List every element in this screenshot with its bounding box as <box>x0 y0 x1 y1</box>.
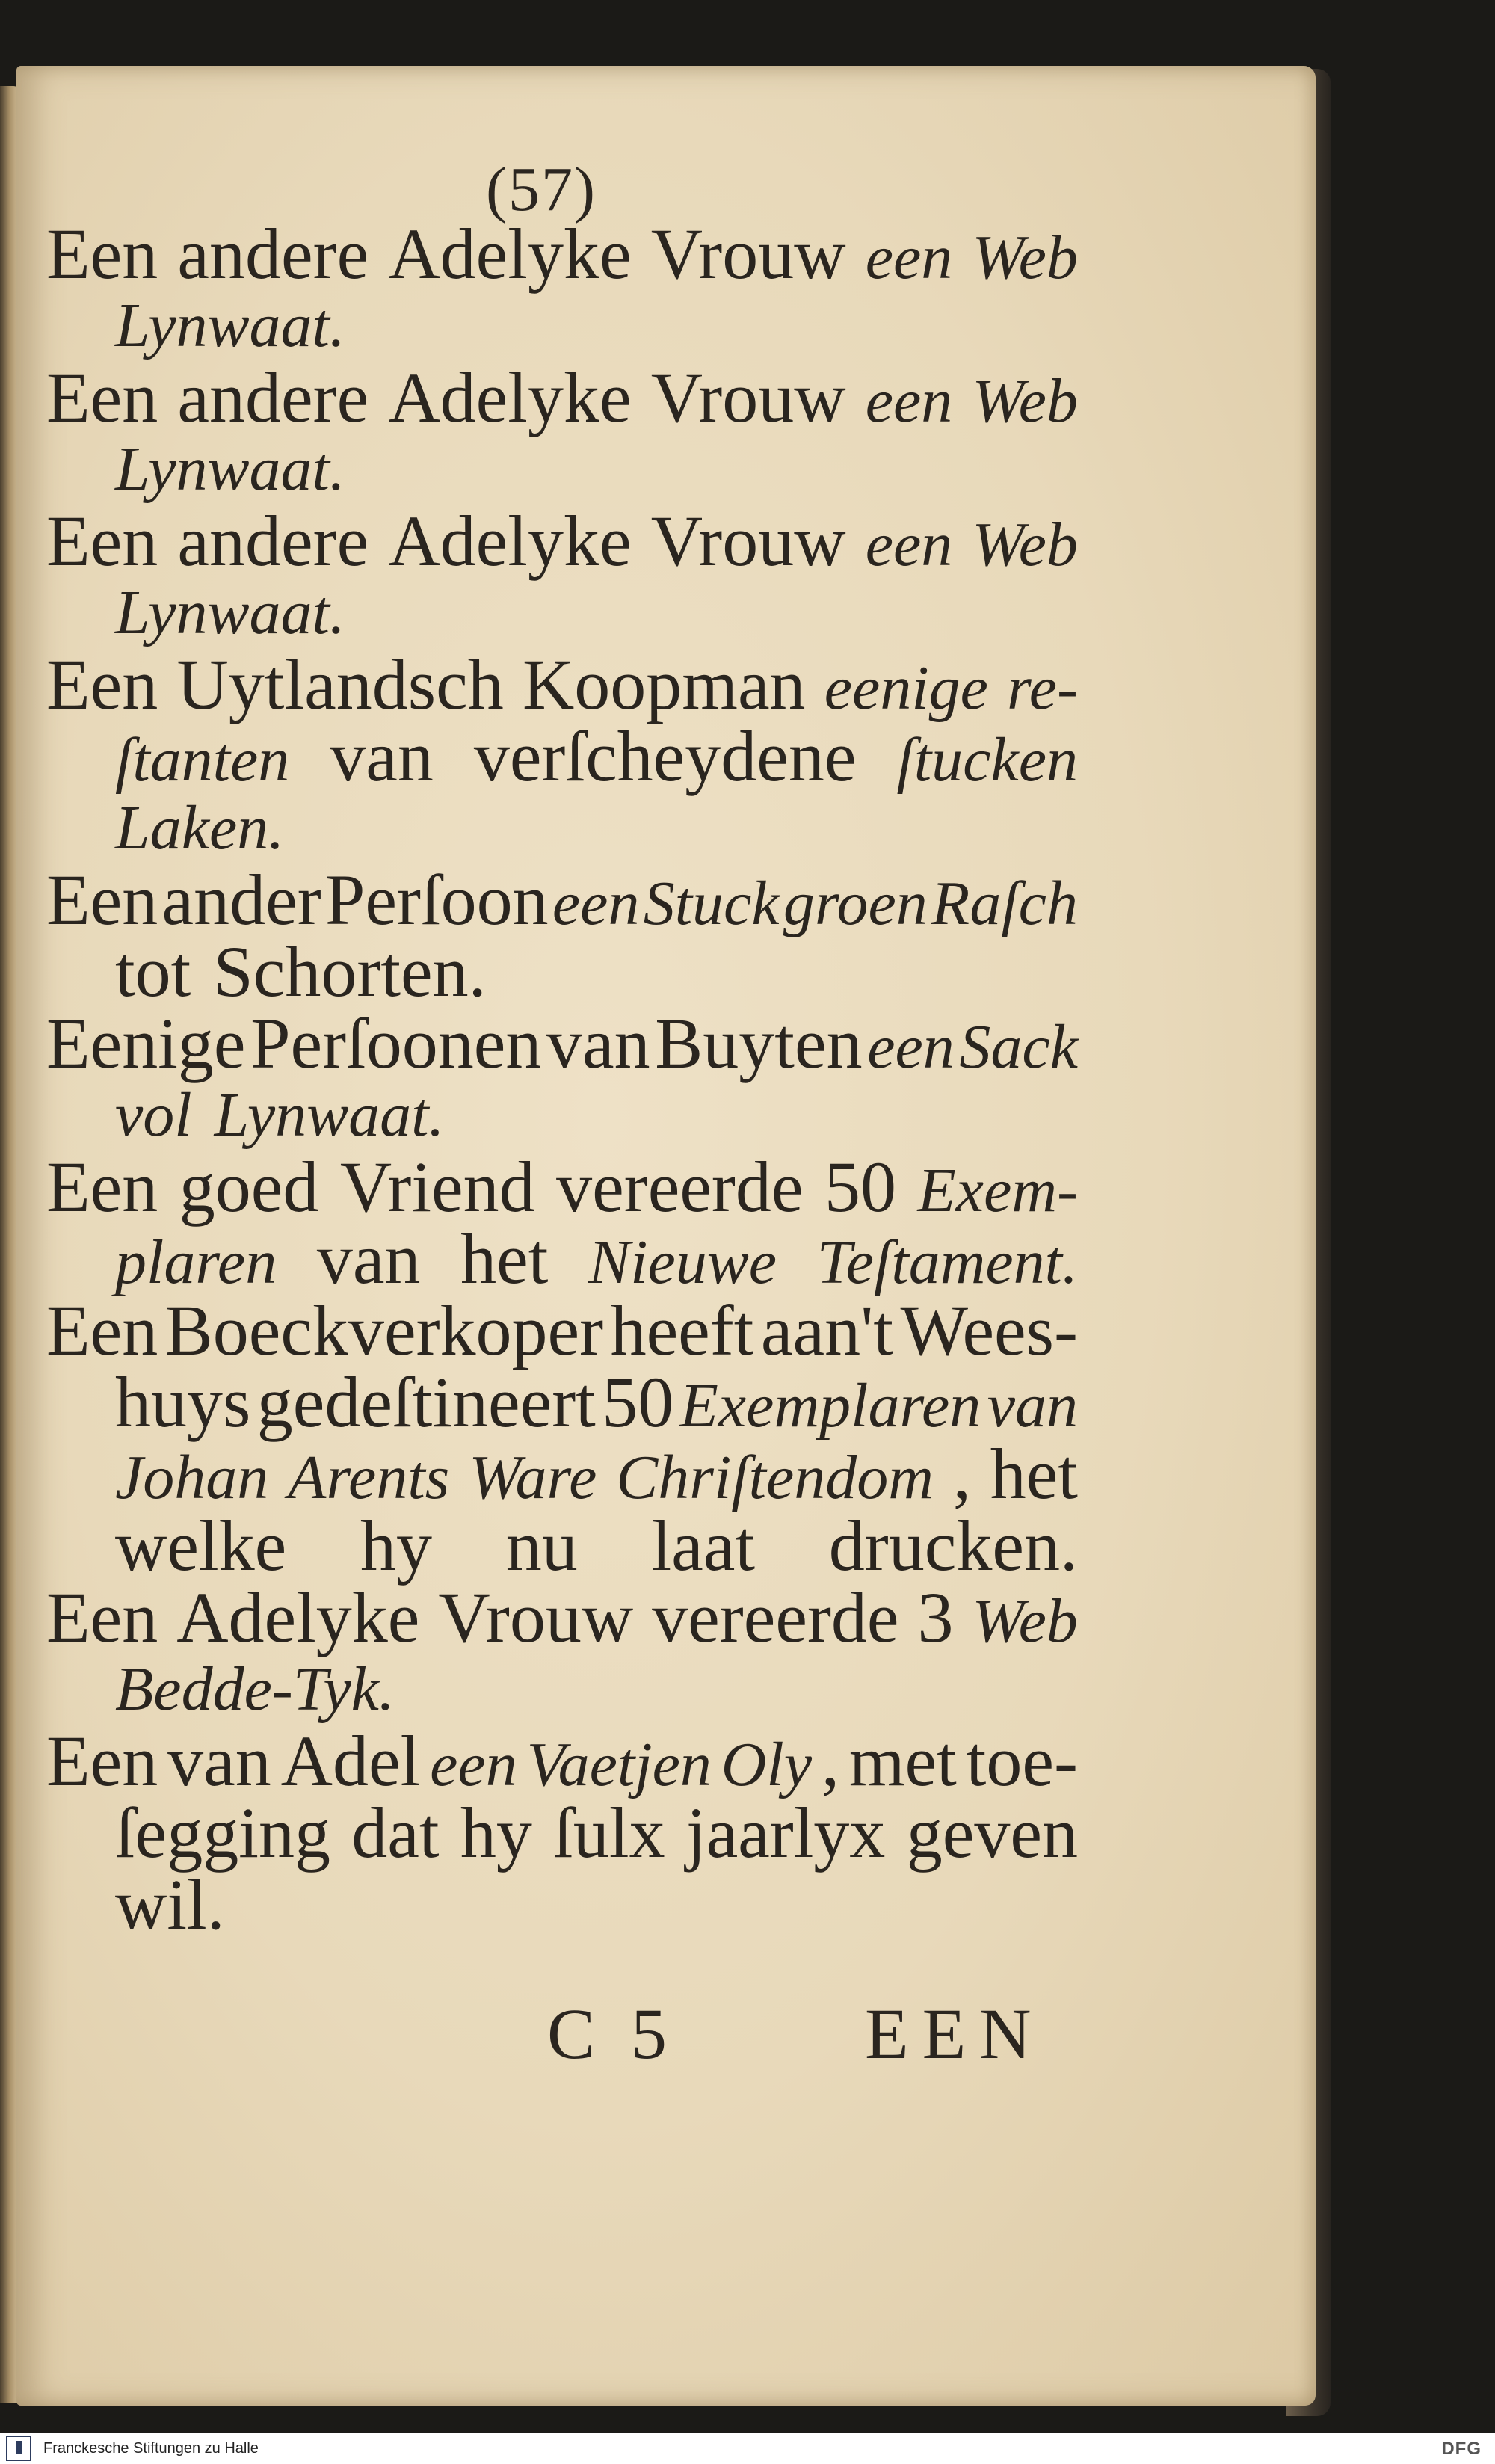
entry <box>46 1003 1078 1151</box>
italic-word: Web <box>972 223 1078 292</box>
word: 50 <box>602 1362 674 1442</box>
italic-word: een <box>865 510 953 579</box>
italic-word: Arents <box>288 1443 450 1512</box>
italic-word: een <box>865 366 953 436</box>
entry <box>46 644 1078 864</box>
italic-word: eenige <box>824 653 988 723</box>
entry-line <box>46 931 1078 1011</box>
word: ſegging <box>115 1793 330 1873</box>
word: Vrouw <box>438 1577 634 1657</box>
word: Een <box>46 1290 158 1370</box>
italic-word: Exem- <box>917 1156 1078 1225</box>
entry-line <box>46 434 1078 505</box>
word: geven <box>906 1793 1078 1873</box>
word: , <box>952 1434 971 1514</box>
word: Vriend <box>339 1147 535 1227</box>
word: 3 <box>917 1577 954 1657</box>
entry-line <box>46 1147 1078 1227</box>
institution-name: Franckesche Stiftungen zu Halle <box>43 2440 259 2457</box>
dfg-logo: DFG <box>1441 2439 1482 2459</box>
italic-word: Johan <box>115 1443 269 1512</box>
word: vereerde <box>556 1147 804 1227</box>
italic-word: Web <box>972 366 1078 436</box>
word: Adel <box>280 1721 421 1801</box>
catchword: EEN <box>865 1994 1045 2074</box>
word: hy <box>460 1793 532 1873</box>
entry-line <box>46 1721 1078 1801</box>
word: andere <box>177 501 369 581</box>
word: van <box>167 1721 271 1801</box>
institution-logo-icon <box>6 2436 31 2461</box>
entry-line <box>46 716 1078 796</box>
italic-word: een <box>867 1012 955 1082</box>
entry-line <box>46 357 1078 437</box>
entry-line <box>46 501 1078 581</box>
word: jaarlyx <box>685 1793 886 1873</box>
italic-word: Laken. <box>115 793 285 863</box>
word: toe- <box>966 1721 1078 1801</box>
entry-line <box>46 1434 1078 1514</box>
entry-line <box>46 1079 1078 1151</box>
italic-word: Vaetjen <box>526 1730 712 1799</box>
italic-word: Bedde-Tyk. <box>115 1654 395 1724</box>
word: welke <box>115 1506 287 1586</box>
word: met <box>848 1721 957 1801</box>
word: Eenige <box>46 1003 246 1083</box>
italic-word: Chriſtendom <box>616 1443 934 1512</box>
word: het <box>460 1219 549 1299</box>
entry <box>46 357 1078 505</box>
italic-word: ſtucken <box>896 725 1078 795</box>
italic-word: groen <box>783 869 928 938</box>
word: , <box>821 1721 839 1801</box>
italic-word: Oly <box>721 1730 813 1799</box>
word: Een <box>46 1147 158 1227</box>
entry <box>46 214 1078 362</box>
entry-line <box>46 1793 1078 1873</box>
word: Koopman <box>522 644 806 724</box>
word: laat <box>651 1506 756 1586</box>
italic-word: Raſch <box>931 869 1078 938</box>
italic-word: Lynwaat. <box>115 291 345 360</box>
italic-word: re- <box>1007 653 1078 723</box>
italic-word: plaren <box>115 1228 277 1297</box>
word: Perſoonen <box>250 1003 542 1083</box>
word: Perſoon <box>324 860 549 940</box>
italic-word: een <box>430 1730 517 1799</box>
entry-line <box>46 1219 1078 1299</box>
entry <box>46 501 1078 649</box>
entry <box>46 1721 1078 1944</box>
italic-word: een <box>552 869 640 938</box>
word: Een <box>46 1721 158 1801</box>
word: van <box>546 1003 650 1083</box>
entry-line <box>46 290 1078 362</box>
entry-line <box>46 1003 1078 1083</box>
word: Adelyke <box>388 214 632 294</box>
entry <box>46 860 1078 1011</box>
word: Een <box>46 1577 158 1657</box>
word: Een <box>46 214 158 294</box>
word: Uytlandsch <box>176 644 504 724</box>
entry-line <box>46 792 1078 864</box>
entry-line <box>46 214 1078 294</box>
word: Een <box>46 357 158 437</box>
word: Een <box>46 501 158 581</box>
word: heeft <box>610 1290 754 1370</box>
italic-word: Nieuwe <box>588 1228 777 1297</box>
word: andere <box>177 214 369 294</box>
entry-line <box>46 577 1078 649</box>
italic-word: Lynwaat. <box>115 434 345 504</box>
italic-word: vol <box>115 1080 192 1150</box>
viewer-footer <box>0 2433 1495 2464</box>
italic-word: Web <box>972 1586 1078 1656</box>
entry <box>46 1577 1078 1725</box>
word: Vrouw <box>650 501 846 581</box>
word: hy <box>360 1506 432 1586</box>
entry <box>46 1290 1078 1586</box>
word: verſcheydene <box>473 716 857 796</box>
word: goed <box>179 1147 319 1227</box>
word: huys <box>115 1362 251 1442</box>
word: Adelyke <box>388 501 632 581</box>
italic-word: Teſtament. <box>816 1228 1078 1297</box>
entry-line <box>46 644 1078 724</box>
word: Schorten. <box>213 931 487 1011</box>
word: Een <box>46 644 158 724</box>
entry <box>46 1147 1078 1299</box>
word: van <box>316 1219 421 1299</box>
page-number: (57) <box>486 155 597 224</box>
word: Boeckverkoper <box>164 1290 604 1370</box>
italic-word: Exemplaren <box>679 1371 981 1441</box>
entry-line <box>46 1654 1078 1725</box>
word: drucken. <box>828 1506 1078 1586</box>
word: Adelyke <box>388 357 632 437</box>
word: aan't <box>760 1290 894 1370</box>
entry-line <box>46 1577 1078 1657</box>
word: van <box>330 716 434 796</box>
word: wil. <box>115 1864 225 1944</box>
word: Vrouw <box>650 357 846 437</box>
italic-word: Web <box>972 510 1078 579</box>
word: ander <box>161 860 321 940</box>
word: andere <box>177 357 369 437</box>
word: nu <box>505 1506 578 1586</box>
italic-word: Ware <box>469 1443 597 1512</box>
word: vereerde <box>652 1577 899 1657</box>
italic-word: ſtanten <box>115 725 290 795</box>
italic-word: van <box>987 1371 1078 1441</box>
entry-line <box>46 1506 1078 1586</box>
italic-word: een <box>865 223 953 292</box>
word: ſulx <box>553 1793 665 1873</box>
italic-word: Lynwaat. <box>214 1080 445 1150</box>
word: Wees- <box>900 1290 1078 1370</box>
word: Vrouw <box>650 214 846 294</box>
italic-word: Stuck <box>643 869 780 938</box>
word: Buyten <box>655 1003 863 1083</box>
italic-word: Sack <box>959 1012 1078 1082</box>
entry-line <box>46 1290 1078 1370</box>
word: tot <box>115 931 191 1011</box>
word: 50 <box>824 1147 896 1227</box>
word: het <box>990 1434 1078 1514</box>
signature-mark: C 5 <box>547 1994 676 2074</box>
entry-line <box>46 860 1078 940</box>
entry-line <box>46 1864 1078 1944</box>
word: Een <box>46 860 158 940</box>
italic-word: Lynwaat. <box>115 578 345 647</box>
word: Adelyke <box>176 1577 420 1657</box>
entry-line <box>46 1362 1078 1442</box>
word: gedeſtineert <box>256 1362 596 1442</box>
entries-list <box>46 214 1078 1944</box>
word: dat <box>351 1793 440 1873</box>
